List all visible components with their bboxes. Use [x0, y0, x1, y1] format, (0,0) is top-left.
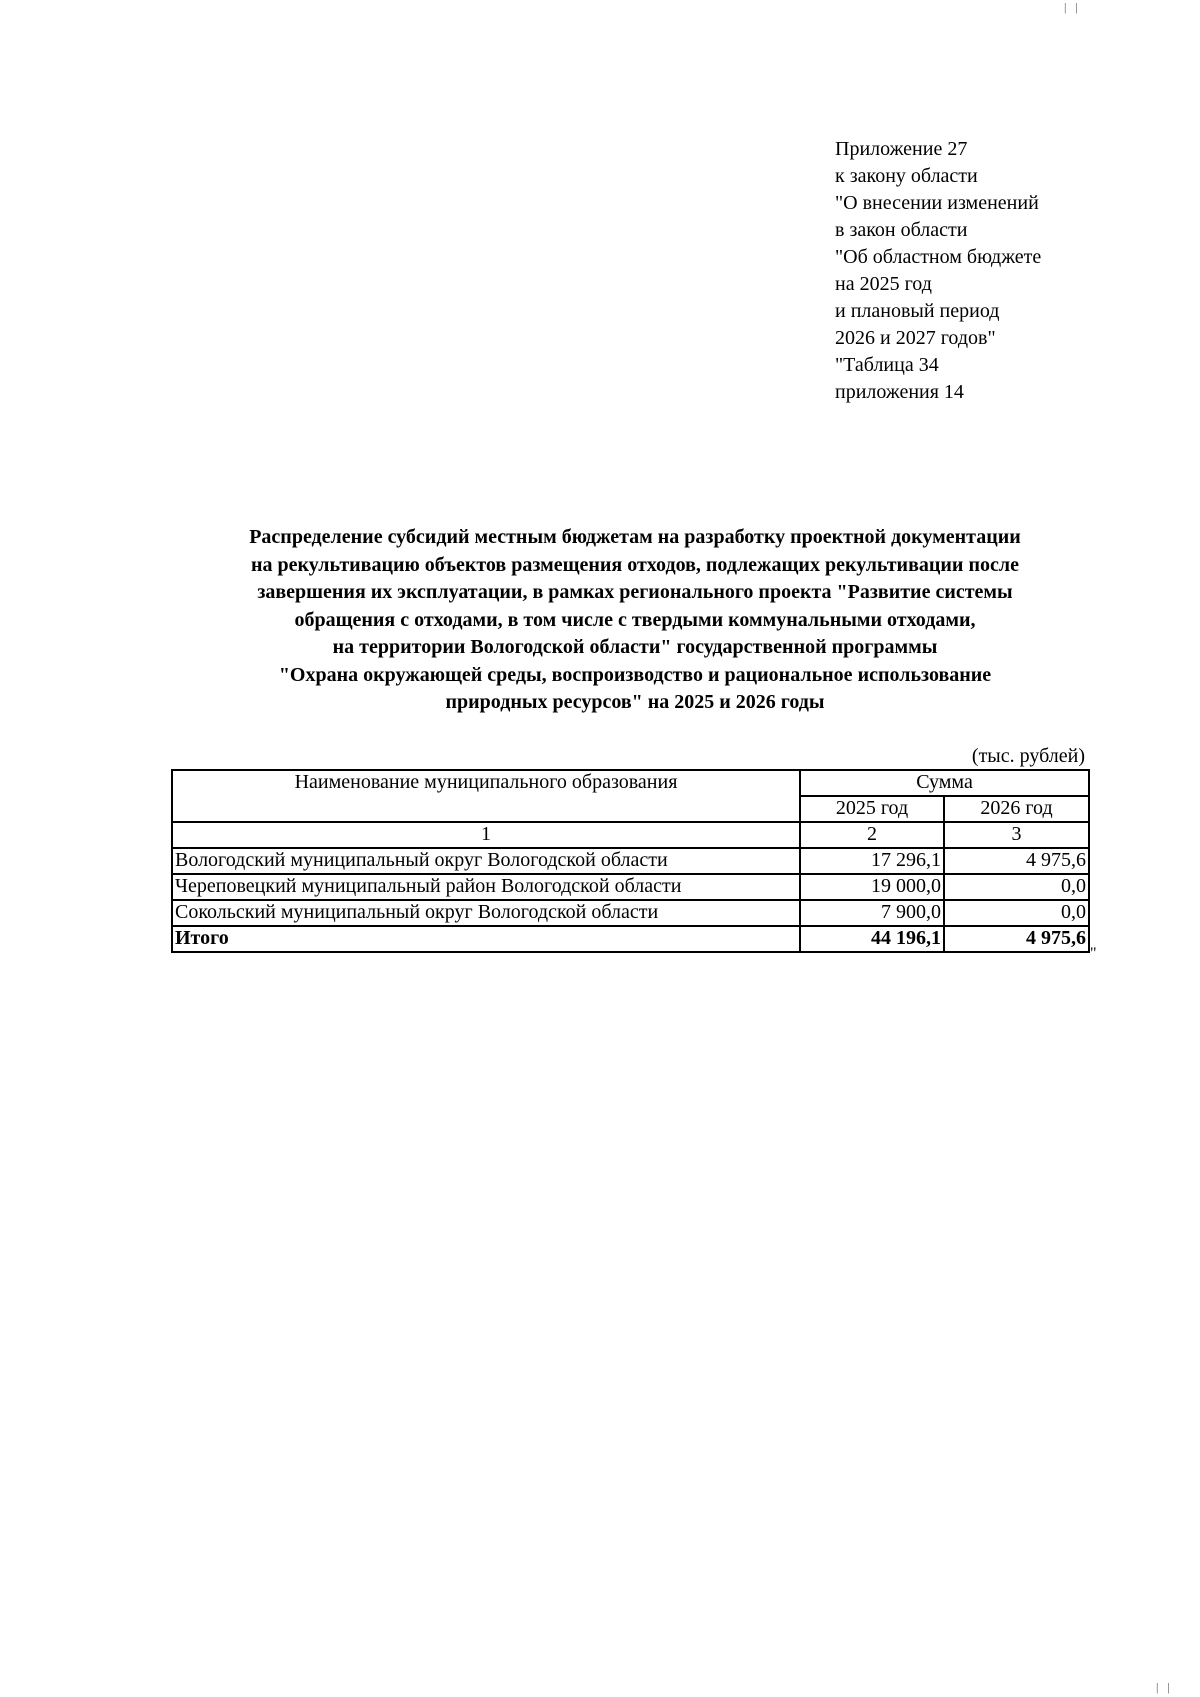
- table-header-row: [172, 770, 1089, 796]
- column-numbers-row: [172, 822, 1089, 848]
- amount-2026: 0,0: [944, 874, 1089, 900]
- amount-2025: 19 000,0: [800, 874, 944, 900]
- header-sum: Сумма: [800, 770, 1089, 796]
- title-line: на рекультивацию объектов размещения отходов, подлежащих рекультивации после: [251, 553, 1019, 576]
- table-row: [172, 874, 1089, 900]
- municipality-name: Сокольский муниципальный округ Вологодской области: [172, 900, 800, 926]
- municipality-name: Череповецкий муниципальный район Вологодской области: [172, 874, 800, 900]
- amount-2025: 17 296,1: [800, 848, 944, 874]
- annex-line: к закону области: [835, 165, 978, 187]
- title-line: на территории Вологодской области" государственной программы: [332, 636, 938, 658]
- closing-quote-mark: ": [1090, 945, 1097, 962]
- annex-line: 2026 и 2027 годов": [835, 327, 996, 349]
- header-year-2025: 2025 год: [800, 796, 944, 822]
- table-row: [172, 848, 1089, 874]
- title-line: завершения их эксплуатации, в рамках регионального проекта "Развитие системы: [257, 581, 1013, 603]
- title-line: природных ресурсов" на 2025 и 2026 годы: [445, 691, 825, 713]
- title-line: "Охрана окружающей среды, воспроизводство и рациональное использование: [278, 663, 992, 686]
- table-row: [172, 900, 1089, 926]
- subsidy-table: [171, 769, 1090, 953]
- total-label: Итого: [172, 926, 800, 952]
- amount-2026: 0,0: [944, 900, 1089, 926]
- document-title: [160, 524, 1110, 717]
- title-line: обращения с отходами, в том числе с твердыми коммунальными отходами,: [294, 608, 976, 631]
- annex-line: и плановый период: [835, 300, 1000, 322]
- annex-reference: [835, 136, 1135, 406]
- annex-line: "О внесении изменений: [835, 192, 1039, 214]
- annex-line: "Об областном бюджете: [835, 246, 1042, 268]
- amount-2025: 7 900,0: [800, 900, 944, 926]
- scan-mark-icon: | |: [1156, 1680, 1173, 1694]
- header-year-2026: 2026 год: [944, 796, 1089, 822]
- title-line: Распределение субсидий местным бюджетам на разработку проектной документации: [249, 526, 1021, 548]
- header-name: Наименование муниципального образования: [172, 770, 800, 822]
- units-label: (тыс. рублей): [971, 745, 1085, 767]
- annex-line: "Таблица 34: [835, 354, 939, 376]
- annex-line: в закон области: [835, 219, 968, 241]
- column-number: 1: [172, 822, 800, 848]
- total-2026: 4 975,6: [944, 926, 1089, 952]
- column-number: 3: [944, 822, 1089, 848]
- table-total-row: [172, 926, 1089, 952]
- annex-line: приложения 14: [835, 381, 964, 403]
- scan-mark-icon: | |: [1064, 0, 1081, 14]
- municipality-name: Вологодский муниципальный округ Вологодской области: [172, 848, 800, 874]
- total-2025: 44 196,1: [800, 926, 944, 952]
- amount-2026: 4 975,6: [944, 848, 1089, 874]
- annex-line: на 2025 год: [835, 273, 932, 295]
- annex-line: Приложение 27: [835, 138, 968, 160]
- column-number: 2: [800, 822, 944, 848]
